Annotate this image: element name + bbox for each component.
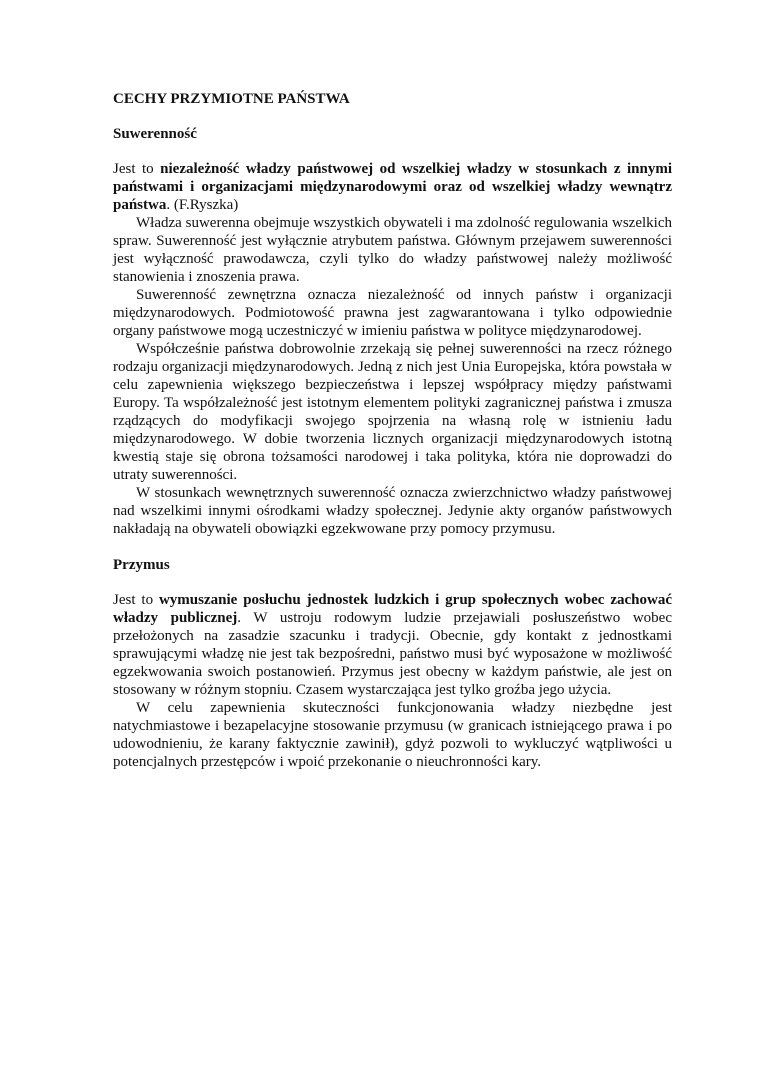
definition-tail: . W ustroju rodowym ludzie przejawiali posłuszeństwo wobec przełożonych na zasadzie szacunku i tradycji. Obecnie, gdy kontakt z jednostkami sprawującymi władzę nie jest tak bezpośredni, państwo musi być wyposażone w możliwość egzekwowania swoich postanowień. Przymus jest obecny w każdym państwie, ale jest on stosowany w różnym stopniu. Czasem wystarczająca jest tylko groźba jego użycia. bbox=[113, 610, 672, 698]
paragraph: Władza suwerenna obejmuje wszystkich obywateli i ma zdolność regulowania wszelkich spraw. Suwerenność jest wyłącznie atrybutem państwa. Głównym przejawem suwerenności jest wyłączność prawodawcza, czyli tylko do władzy państwowej należy możliwość stanowienia i znoszenia prawa. bbox=[113, 215, 672, 285]
paragraph: W stosunkach wewnętrznych suwerenność oznacza zwierzchnictwo władzy państwowej nad wszelkimi innymi ośrodkami władzy społecznej. Jedynie akty organów państwowych nakładają na obywateli obowiązki egzekwowane przy pomocy przymusu. bbox=[113, 485, 672, 537]
paragraph: W celu zapewnienia skuteczności funkcjonowania władzy niezbędne jest natychmiastowe i bezapelacyjne stosowanie przymusu (w granicach istniejącego prawa i po udowodnieniu, że karany faktycznie zawinił), gdyż pozwoli to wykluczyć wątpliwości u potencjalnych przestępców i wpoić przekonanie o nieuchronności kary. bbox=[113, 700, 672, 770]
definition-bold: niezależność władzy państwowej od wszelkiej władzy w stosunkach z innymi państwami i organizacjami międzynarodowymi oraz od wszelkiej władzy wewnątrz państwa bbox=[113, 161, 672, 213]
przymus-definition bbox=[113, 591, 672, 699]
definition-lead: Jest to bbox=[113, 592, 159, 608]
suwerennosc-definition bbox=[113, 160, 672, 214]
document-title: CECHY PRZYMIOTNE PAŃSTWA bbox=[113, 91, 350, 107]
definition-tail: . (F.Ryszka) bbox=[166, 197, 239, 213]
section-heading-przymus: Przymus bbox=[113, 557, 170, 573]
paragraph: Suwerenność zewnętrzna oznacza niezależność od innych państw i organizacji międzynarodowych. Podmiotowość prawna jest zagwarantowana i tylko odpowiednie organy państwowe mogą uczestniczyć w imieniu państwa w polityce międzynarodowej. bbox=[113, 287, 672, 339]
definition-lead: Jest to bbox=[113, 161, 161, 177]
definition-bold: wymuszanie posłuchu jednostek ludzkich i grup społecznych wobec zachować władzy publicznej bbox=[113, 592, 672, 626]
section-spacer bbox=[113, 538, 672, 556]
paragraph: Współcześnie państwa dobrowolnie zrzekają się pełnej suwerenności na rzecz różnego rodzaju organizacji międzynarodowych. Jedną z nich jest Unia Europejska, która powstała w celu zapewnienia większego bezpieczeństwa i lepszej współpracy między państwami Europy. Ta współzależność jest istotnym elementem polityki zagranicznej państwa i zmusza rządzących do modyfikacji swojego spojrzenia na własną rolę w istnieniu ładu międzynarodowego. W dobie tworzenia licznych organizacji międzynarodowych istotną kwestią staje się obrona tożsamości narodowej i taka polityka, która nie doprowadzi do utraty suwerenności. bbox=[113, 341, 672, 483]
section-heading-suwerennosc: Suwerenność bbox=[113, 126, 197, 142]
